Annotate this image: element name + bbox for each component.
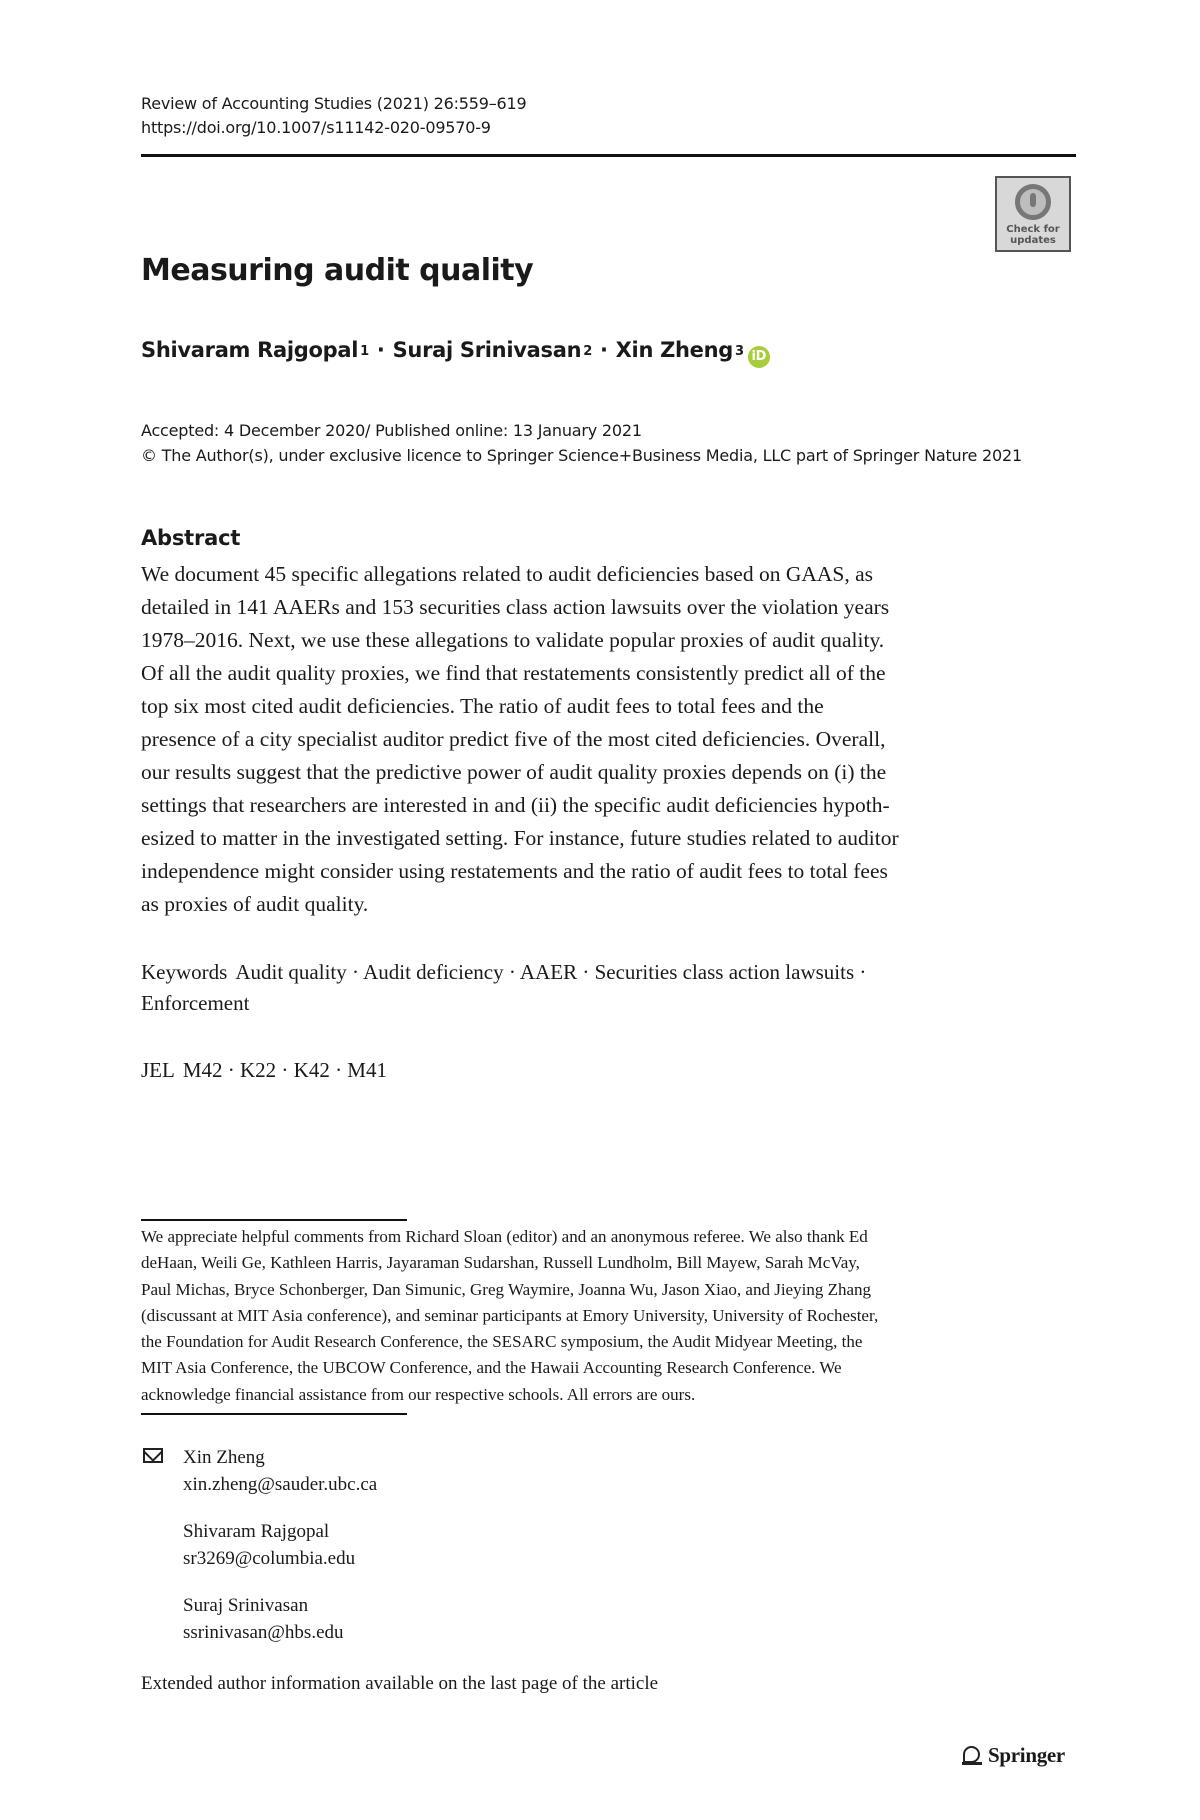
abstract-line: We document 45 specific allegations related to audit deficiencies based on GAAS, as (141, 562, 874, 586)
footnote-line: acknowledge financial assistance from our respective schools. All errors are ours. (141, 1384, 696, 1404)
contact-name: Suraj Srinivasan (183, 1595, 309, 1616)
abstract-line: esized to matter in the investigated setting. For instance, future studies related to auditor (141, 826, 899, 850)
article-title: Measuring audit quality (141, 253, 534, 288)
keywords-list-continued: Enforcement (141, 991, 250, 1015)
author-affiliation-number: 3 (735, 344, 744, 359)
author-affiliation-number: 1 (360, 344, 369, 359)
jel-label: JEL (141, 1058, 175, 1082)
abstract-line: 1978–2016. Next, we use these allegations to validate popular proxies of audit quality. (141, 628, 885, 652)
footnote-line: We appreciate helpful comments from Richard Sloan (editor) and an anonymous referee. We also thank Ed (141, 1227, 868, 1246)
contact-entry (183, 1592, 344, 1646)
abstract-line: top six most cited audit deficiencies. The ratio of audit fees to total fees and the (141, 694, 824, 718)
author-separator: · (376, 338, 385, 362)
footnote-line: the Foundation for Audit Research Conference, the SESARC symposium, the Audit Midyear Meeting, the (141, 1332, 863, 1352)
extended-author-info: Extended author information available on the last page of the article (141, 1673, 659, 1694)
orcid-icon[interactable]: iD (748, 346, 770, 368)
footnote-rule-top (141, 1219, 407, 1221)
abstract-line: detailed in 141 AAERs and 153 securities class action lawsuits over the violation years (141, 595, 890, 619)
abstract-line: our results suggest that the predictive power of audit quality proxies depends on (i) the (141, 760, 887, 784)
keywords-section (141, 957, 1074, 1019)
jel-codes: M42 · K22 · K42 · M41 (182, 1058, 387, 1082)
contact-email[interactable]: ssrinivasan@hbs.edu (183, 1622, 344, 1643)
publisher-name: Springer (988, 1743, 1065, 1767)
acknowledgement-footnote (141, 1224, 1074, 1408)
keywords-list: Audit quality · Audit deficiency · AAER · Securities class action lawsuits · (235, 960, 867, 984)
footnote-rule-bottom (141, 1413, 407, 1415)
abstract-body (141, 558, 1074, 921)
contact-entry (183, 1444, 377, 1498)
author-name[interactable]: Suraj Srinivasan (392, 338, 582, 362)
footnote-line: Paul Michas, Bryce Schonberger, Dan Simunic, Greg Waymire, Joanna Wu, Jason Xiao, and Jieying Zhang (141, 1279, 872, 1299)
footnote-line: MIT Asia Conference, the UBCOW Conference, and the Hawaii Accounting Research Conference. We (141, 1358, 842, 1378)
jel-section (141, 1055, 387, 1086)
envelope-icon (143, 1448, 163, 1463)
copyright-notice: © The Author(s), under exclusive licence to Springer Science+Business Media, LLC part of Springer Nature 2021 (141, 446, 1022, 465)
abstract-line: settings that researchers are interested in and (ii) the specific audit deficiencies hypoth- (141, 793, 890, 817)
author-affiliation-number: 2 (583, 344, 592, 359)
contact-email[interactable]: sr3269@columbia.edu (183, 1548, 356, 1569)
author-name[interactable]: Xin Zheng (615, 338, 734, 362)
journal-header (141, 92, 526, 140)
abstract-line: Of all the audit quality proxies, we find that restatements consistently predict all of the (141, 661, 886, 685)
check-for-updates-icon (1015, 184, 1051, 220)
check-for-updates-badge[interactable] (995, 176, 1071, 252)
contact-email[interactable]: xin.zheng@sauder.ubc.ca (183, 1474, 378, 1495)
springer-horse-icon (960, 1744, 984, 1768)
abstract-line: independence might consider using restatements and the ratio of audit fees to total fees (141, 859, 888, 883)
author-separator: · (599, 338, 608, 362)
author-list (141, 338, 770, 365)
contact-name: Shivaram Rajgopal (183, 1521, 330, 1542)
keywords-label: Keywords (141, 960, 228, 984)
contact-name: Xin Zheng (183, 1447, 265, 1468)
check-for-updates-label: Check for updates (1006, 224, 1060, 246)
publisher-logo (960, 1743, 1065, 1768)
abstract-line: presence of a city specialist auditor predict five of the most cited deficiencies. Overall, (141, 727, 886, 751)
doi-link[interactable]: https://doi.org/10.1007/s11142-020-09570-9 (141, 118, 491, 137)
publication-dates: Accepted: 4 December 2020/ Published online: 13 January 2021 (141, 421, 642, 440)
abstract-line: as proxies of audit quality. (141, 892, 369, 916)
author-name[interactable]: Shivaram Rajgopal (141, 338, 359, 362)
journal-citation: Review of Accounting Studies (2021) 26:559–619 (141, 94, 527, 113)
footnote-line: deHaan, Weili Ge, Kathleen Harris, Jayaraman Sudarshan, Russell Lundholm, Bill Mayew, Sarah McVay, (141, 1253, 860, 1273)
contact-entry (183, 1518, 355, 1572)
header-rule (141, 154, 1076, 157)
abstract-heading: Abstract (141, 526, 241, 550)
footnote-line: (discussant at MIT Asia conference), and seminar participants at Emory University, University of Rochester, (141, 1305, 879, 1325)
